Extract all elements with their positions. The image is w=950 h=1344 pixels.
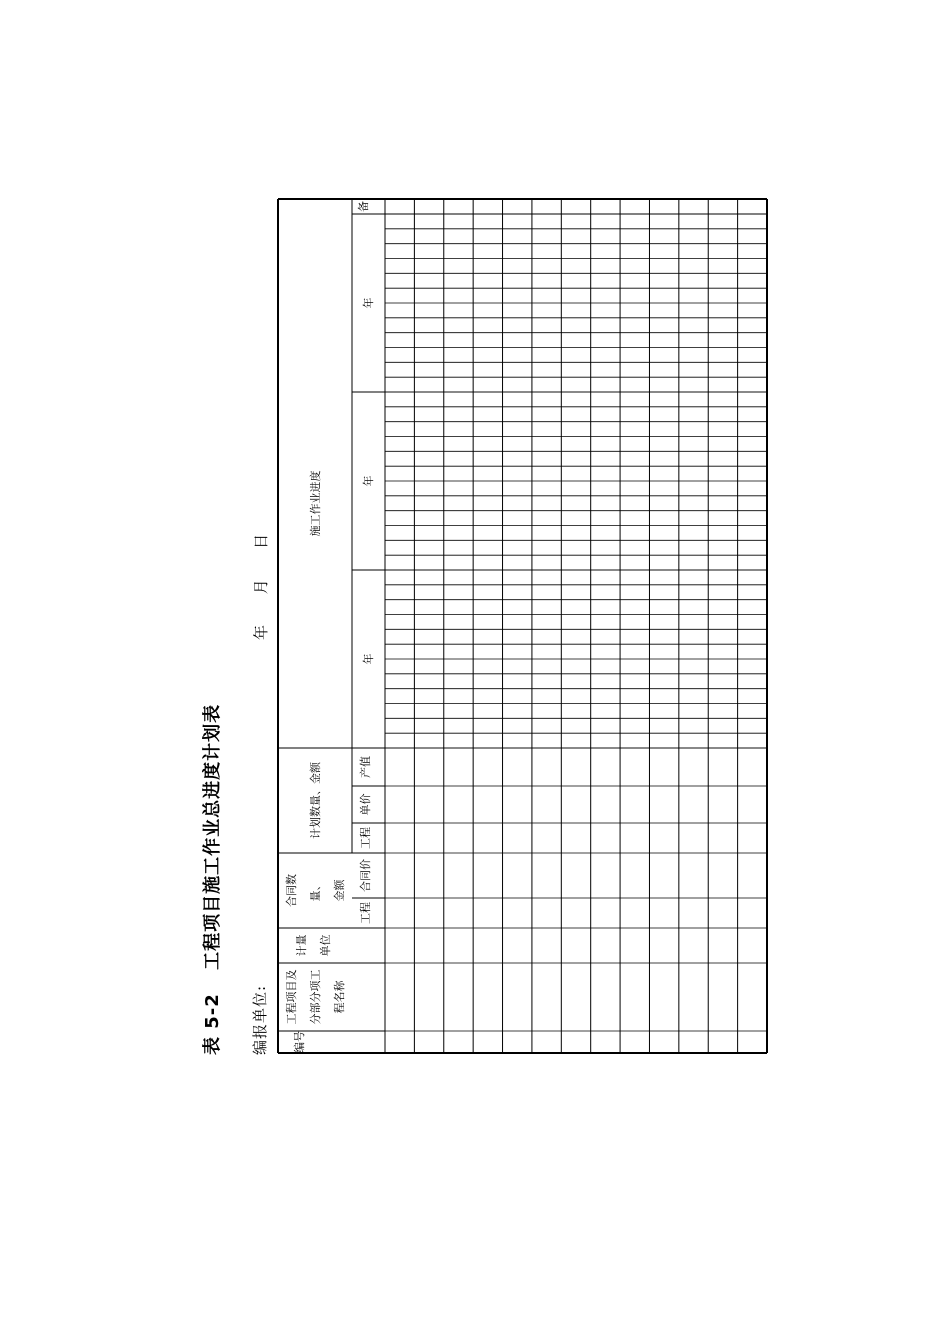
date-month: 月 xyxy=(252,578,270,595)
header-plan-output: 产值 xyxy=(359,756,372,778)
header-item-name: 分部分项工 xyxy=(309,969,322,1025)
header-year-label: 年 xyxy=(362,653,375,665)
header-unit: 单位 xyxy=(319,934,332,957)
date-year: 年 xyxy=(252,623,270,640)
header-item-name: 程名称 xyxy=(333,980,346,1014)
header-progress-group: 施工作业进度 xyxy=(309,470,322,537)
header-plan-price: 单价 xyxy=(359,793,372,816)
header-item-name: 工程项目及 xyxy=(285,969,298,1025)
reporting-unit-label: 编报单位: xyxy=(251,984,269,1055)
header-year-label: 年 xyxy=(362,297,375,309)
header-contract-group: 量、 xyxy=(309,879,322,902)
header-year-label: 年 xyxy=(362,475,375,487)
header-unit: 计量 xyxy=(295,934,308,957)
header-plan-qty: 工程 xyxy=(359,827,372,849)
header-contract-group: 合同数 xyxy=(285,874,298,907)
header-contract-group: 金额 xyxy=(333,879,346,902)
header-contract-price: 合同价 xyxy=(359,859,372,892)
header-plan-group: 计划数量、金额 xyxy=(309,762,322,839)
date-day: 日 xyxy=(252,532,270,549)
header-remarks: 备 xyxy=(357,201,370,212)
header-contract-qty: 工程 xyxy=(359,902,372,924)
table-number: 表 5-2 xyxy=(202,993,223,1055)
header-id: 编号 xyxy=(293,1031,306,1053)
table-title: 工程项目施工作业总进度计划表 xyxy=(202,703,223,970)
